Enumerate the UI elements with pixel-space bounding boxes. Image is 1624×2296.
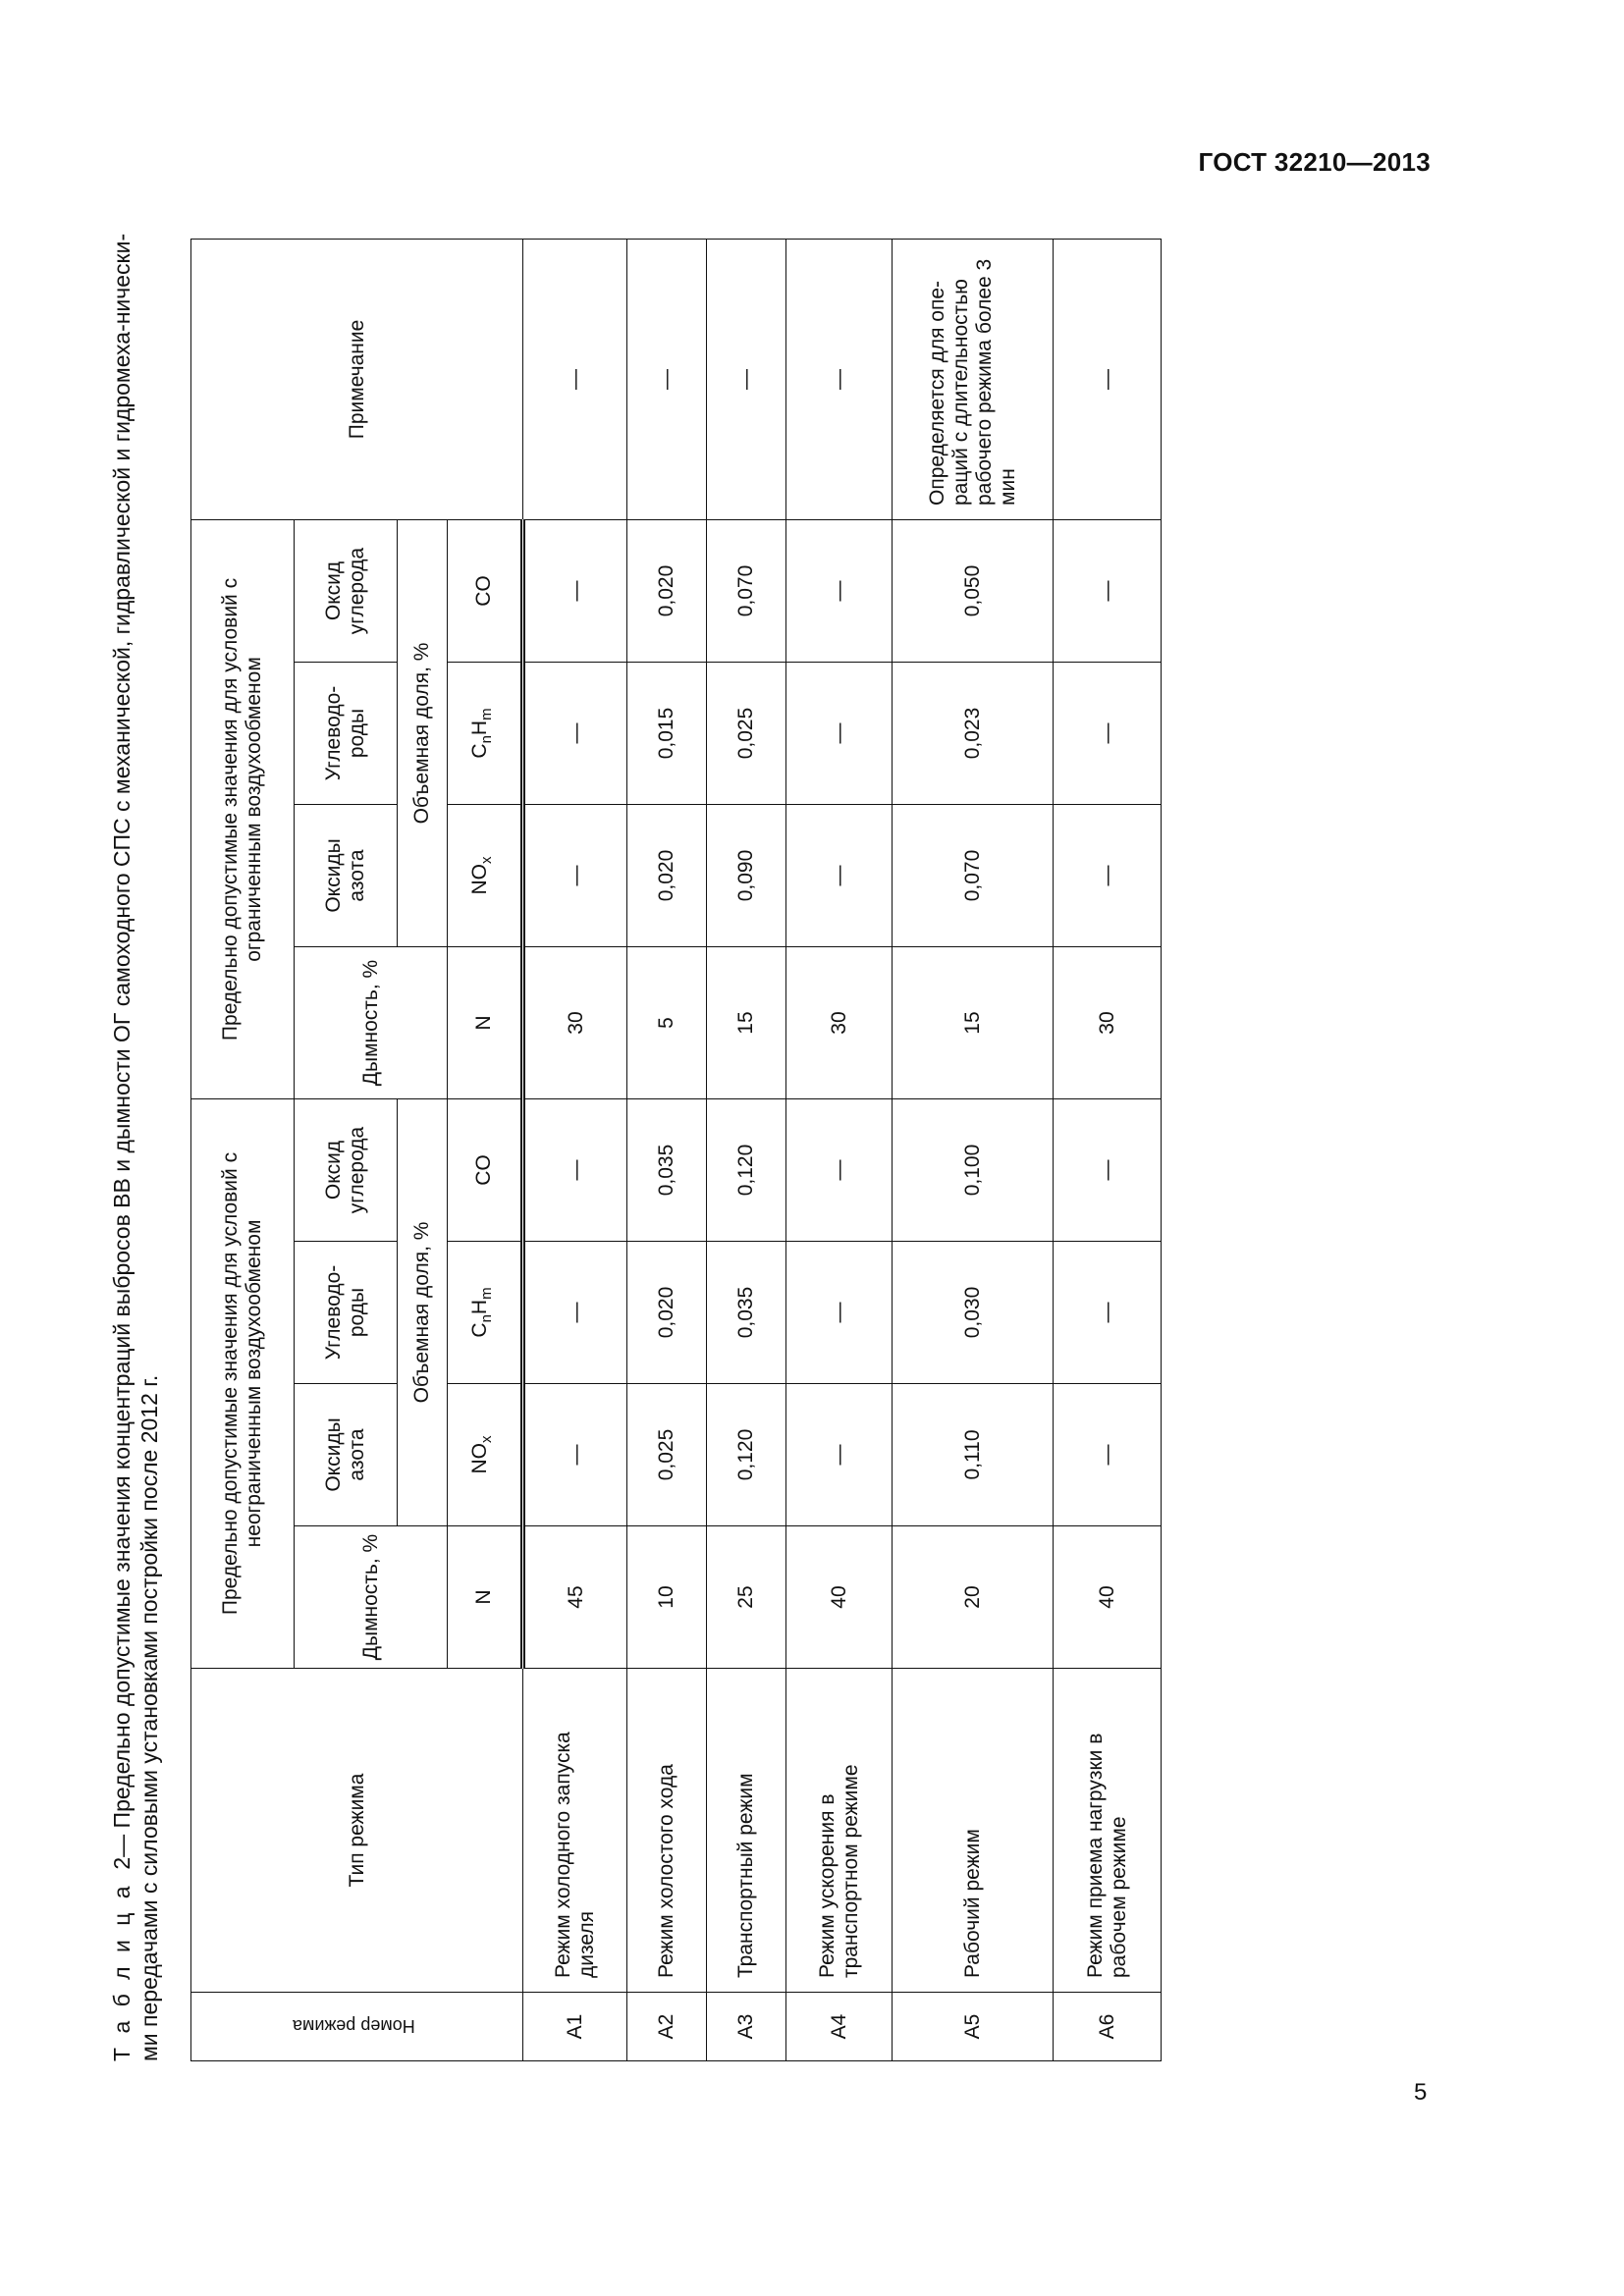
u-co-value: 0,035 — [627, 1099, 707, 1242]
l-hc-value: — — [1054, 663, 1162, 805]
u-nox-value: 0,110 — [893, 1384, 1054, 1526]
u-hc-value: — — [786, 1242, 893, 1384]
mode-id: A6 — [1054, 1993, 1162, 2061]
u-smoke-value: 20 — [893, 1526, 1054, 1669]
u-sym-nox: $NO_x$ — [448, 1384, 523, 1526]
l-co-value: 0,070 — [707, 519, 786, 662]
l-smoke-header: Дымность, % — [295, 947, 448, 1099]
u-co-value: — — [523, 1099, 627, 1242]
u-hc-value: — — [523, 1242, 627, 1384]
u-co-header: Оксид углерода — [295, 1099, 398, 1242]
table-row — [1054, 239, 1162, 2060]
l-nox-value: — — [1054, 805, 1162, 947]
l-hc-value: 0,015 — [627, 663, 707, 805]
u-nox-value: — — [523, 1384, 627, 1526]
u-co-value: — — [786, 1099, 893, 1242]
note-value: — — [1054, 239, 1162, 519]
l-nox-value: 0,020 — [627, 805, 707, 947]
l-smoke-value: 30 — [1054, 947, 1162, 1099]
u-co-value: — — [1054, 1099, 1162, 1242]
u-smoke-value: 40 — [1054, 1526, 1162, 1669]
caption-text: — Предельно допустимые значения концентраций выбросов ВВ и дымности ОГ самоходного СПС с механической, гидравлической и гидромеха-ническими передачами с силовыми установками постройки после 2012 г. — [109, 233, 162, 2061]
u-smoke-value: 25 — [707, 1526, 786, 1669]
mode-type: Режим ускорения в транспортном режиме — [786, 1669, 893, 1993]
u-hc-value: 0,035 — [707, 1242, 786, 1384]
l-sym-hc: $C_nH_m$ — [448, 663, 523, 805]
note-value: — — [627, 239, 707, 519]
l-co-value: — — [1054, 519, 1162, 662]
u-smoke-value: 45 — [523, 1526, 627, 1669]
table-row — [627, 239, 707, 2060]
col-mode-type-header: Тип режима — [191, 1669, 523, 1993]
u-nox-value: 0,025 — [627, 1384, 707, 1526]
l-smoke-value: 15 — [893, 947, 1054, 1099]
mode-type: Рабочий режим — [893, 1669, 1054, 1993]
note-value: Определяется для опе-раций с длительностью рабочего режима более 3 мин — [893, 239, 1054, 519]
u-sym-hc: $C_nH_m$ — [448, 1242, 523, 1384]
l-co-value: — — [786, 519, 893, 662]
u-smoke-value: 10 — [627, 1526, 707, 1669]
u-hc-value: 0,030 — [893, 1242, 1054, 1384]
caption-label: Т а б л и ц а — [109, 1882, 135, 2061]
u-hc-header: Углеводо-роды — [295, 1242, 398, 1384]
l-smoke-value: 5 — [627, 947, 707, 1099]
document-header: ГОСТ 32210—2013 — [1198, 147, 1431, 177]
l-smoke-value: 30 — [786, 947, 893, 1099]
l-co-value: 0,020 — [627, 519, 707, 662]
table-row — [893, 239, 1054, 2060]
l-nox-value: 0,070 — [893, 805, 1054, 947]
u-co-value: 0,100 — [893, 1099, 1054, 1242]
l-hc-header: Углеводо-роды — [295, 663, 398, 805]
mode-id: A2 — [627, 1993, 707, 2061]
l-nox-value: — — [786, 805, 893, 947]
note-value: — — [707, 239, 786, 519]
u-nox-value: 0,120 — [707, 1384, 786, 1526]
caption-number: 2 — [109, 1856, 135, 1870]
u-nox-value: — — [786, 1384, 893, 1526]
l-volume-share-header: Объемная доля, % — [398, 519, 448, 946]
l-sym-n: N — [448, 947, 523, 1099]
group-limited-header: Предельно допустимые значения для условий с ограниченным воздухообменом — [191, 519, 295, 1098]
u-nox-value: — — [1054, 1384, 1162, 1526]
col-mode-number-header: Номер режима — [191, 1993, 523, 2061]
mode-id: A5 — [893, 1993, 1054, 2061]
u-hc-value: 0,020 — [627, 1242, 707, 1384]
table-row — [786, 239, 893, 2060]
mode-id: A4 — [786, 1993, 893, 2061]
u-hc-value: — — [1054, 1242, 1162, 1384]
l-hc-value: 0,025 — [707, 663, 786, 805]
mode-type: Режим холостого хода — [627, 1669, 707, 1993]
u-sym-co: CO — [448, 1099, 523, 1242]
u-smoke-value: 40 — [786, 1526, 893, 1669]
table-row — [707, 239, 786, 2060]
group-unlimited-header: Предельно допустимые значения для условий с неограниченным воздухообменом — [191, 1099, 295, 1669]
mode-type: Режим приема нагрузки в рабочем режиме — [1054, 1669, 1162, 1993]
u-volume-share-header: Объемная доля, % — [398, 1099, 448, 1526]
mode-type: Транспортный режим — [707, 1669, 786, 1993]
u-sym-n: N — [448, 1526, 523, 1669]
l-hc-value: — — [786, 663, 893, 805]
l-co-header: Оксид углерода — [295, 519, 398, 662]
l-nox-value: 0,090 — [707, 805, 786, 947]
mode-id: A1 — [523, 1993, 627, 2061]
page-number: 5 — [1414, 2079, 1428, 2106]
table-caption — [108, 226, 163, 2061]
mode-id: A3 — [707, 1993, 786, 2061]
l-co-value: 0,050 — [893, 519, 1054, 662]
u-nox-header: Оксиды азота — [295, 1384, 398, 1526]
l-sym-nox: $NO_x$ — [448, 805, 523, 947]
l-smoke-value: 30 — [523, 947, 627, 1099]
col-note-header: Примечание — [191, 239, 523, 519]
rotated-table-block — [108, 226, 1198, 2061]
l-co-value: — — [523, 519, 627, 662]
l-nox-header: Оксиды азота — [295, 805, 398, 947]
mode-type: Режим холодного запуска дизеля — [523, 1669, 627, 1993]
l-nox-value: — — [523, 805, 627, 947]
l-sym-co: CO — [448, 519, 523, 662]
l-smoke-value: 15 — [707, 947, 786, 1099]
u-smoke-header: Дымность, % — [295, 1526, 448, 1669]
l-hc-value: — — [523, 663, 627, 805]
note-value: — — [786, 239, 893, 519]
l-hc-value: 0,023 — [893, 663, 1054, 805]
note-value: — — [523, 239, 627, 519]
emission-limits-table — [190, 239, 1162, 2061]
u-co-value: 0,120 — [707, 1099, 786, 1242]
table-row — [523, 239, 627, 2060]
